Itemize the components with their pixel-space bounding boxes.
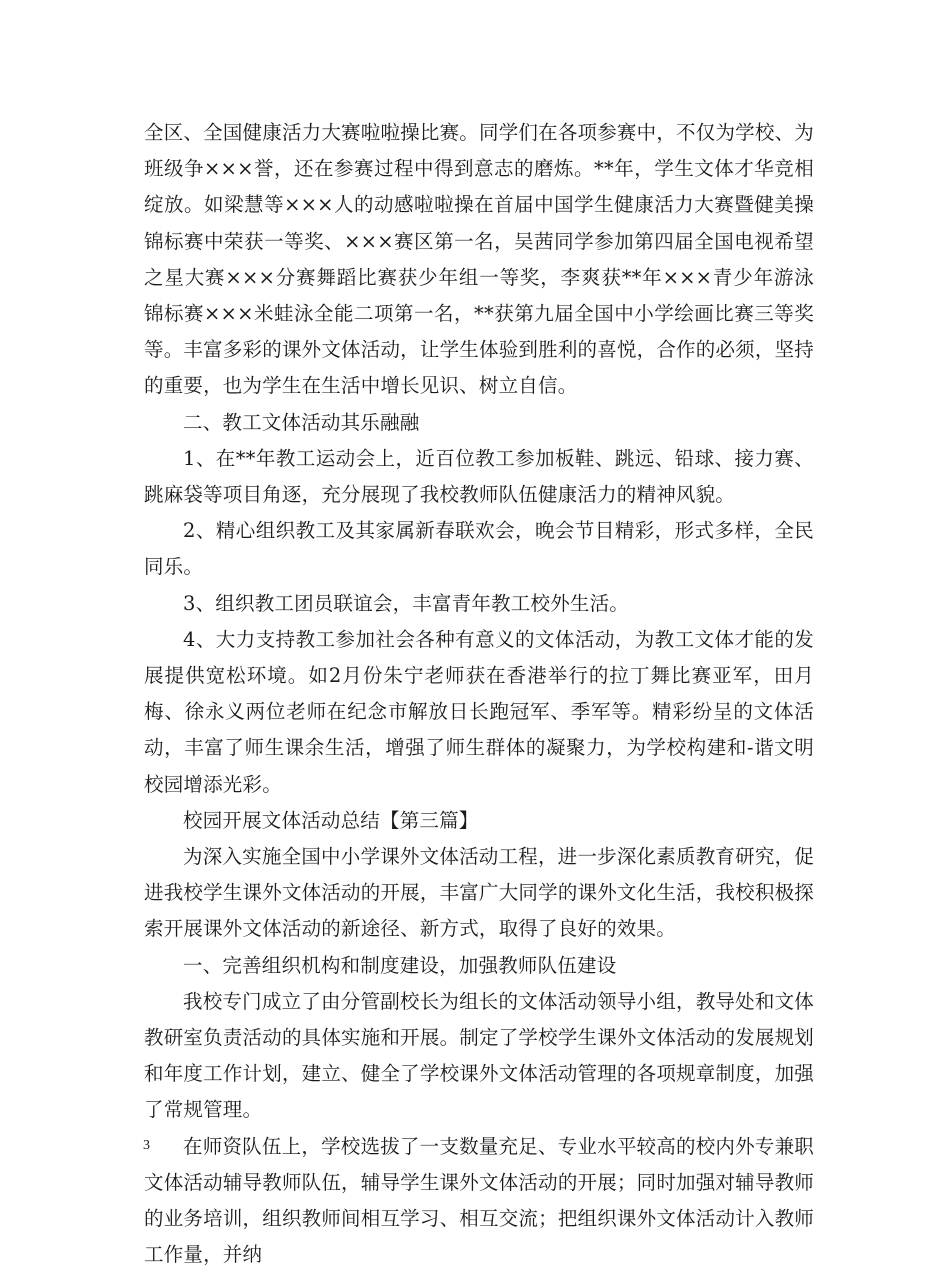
paragraph-item-2: 2、精心组织教工及其家属新春联欢会，晚会节目精彩，形式多样，全民同乐。: [144, 519, 814, 579]
paragraph-item-3: 3、组织教工团员联谊会，丰富青年教工校外生活。: [183, 591, 630, 615]
paragraph-item-4: 4、大力支持教工参加社会各种有意义的文体活动，为教工文体才能的发展提供宽松环境。如2月份朱宁老师获在香港举行的拉丁舞比赛亚军，田月梅、徐永义两位老师在纪念市解放日长跑冠军、季军等。精彩纷呈的文体活动，丰富了师生课余生活，增强了师生群体的凝聚力，为学校构建和-谐文明校园增添光彩。: [144, 627, 814, 796]
paragraph-intro: 为深入实施全国中小学课外文体活动工程，进一步深化素质教育研究，促进我校学生课外文体活动的开展，丰富广大同学的课外文化生活，我校积极探索开展课外文体活动的新途径、新方式，取得了良好的效果。: [144, 845, 814, 941]
section-heading-organization: 一、完善组织机构和制度建设，加强教师队伍建设: [183, 953, 617, 977]
article-title-part-three: 校园开展文体活动总结【第三篇】: [183, 808, 479, 832]
page-number: 3: [143, 1138, 150, 1153]
paragraph-item-1: 1、在**年教工运动会上，近百位教工参加板鞋、跳远、铅球、接力赛、跳麻袋等项目角逐，充分展现了我校教师队伍健康活力的精神风貌。: [144, 446, 814, 507]
paragraph-continuation: 全区、全国健康活力大赛啦啦操比赛。同学们在各项参赛中，不仅为学校、为班级争×××誉，还在参赛过程中得到意志的磨炼。**年，学生文体才华竞相绽放。如梁慧等×××人的动感啦啦操在首届中国学生健康活力大赛暨健美操锦标赛中荣获一等奖、×××赛区第一名，吴茜同学参加第四届全国电视希望之星大赛×××分赛舞蹈比赛获少年组一等奖，李爽获**年×××青少年游泳锦标赛×××米蛙泳全能二项第一名，**获第九届全国中小学绘画比赛三等奖等。丰富多彩的课外文体活动，让学生体验到胜利的喜悦，合作的必须，坚持的重要，也为学生在生活中增长见识、树立自信。: [144, 121, 814, 398]
document-body: [144, 115, 814, 1274]
paragraph-leadership: 我校专门成立了由分管副校长为组长的文体活动领导小组，教导处和文体教研室负责活动的具体实施和开展。制定了学校学生课外文体活动的发展规划和年度工作计划，建立、健全了学校课外文体活动管理的各项规章制度，加强了常规管理。: [144, 989, 814, 1122]
section-heading-staff-activities: 二、教工文体活动其乐融融: [183, 410, 420, 434]
paragraph-teachers: 在师资队伍上，学校选拔了一支数量充足、专业水平较高的校内外专兼职文体活动辅导教师队伍，辅导学生课外文体活动的开展；同时加强对辅导教师的业务培训，组织教师间相互学习、相互交流；把组织课外文体活动计入教师工作量，并纳: [144, 1134, 814, 1267]
